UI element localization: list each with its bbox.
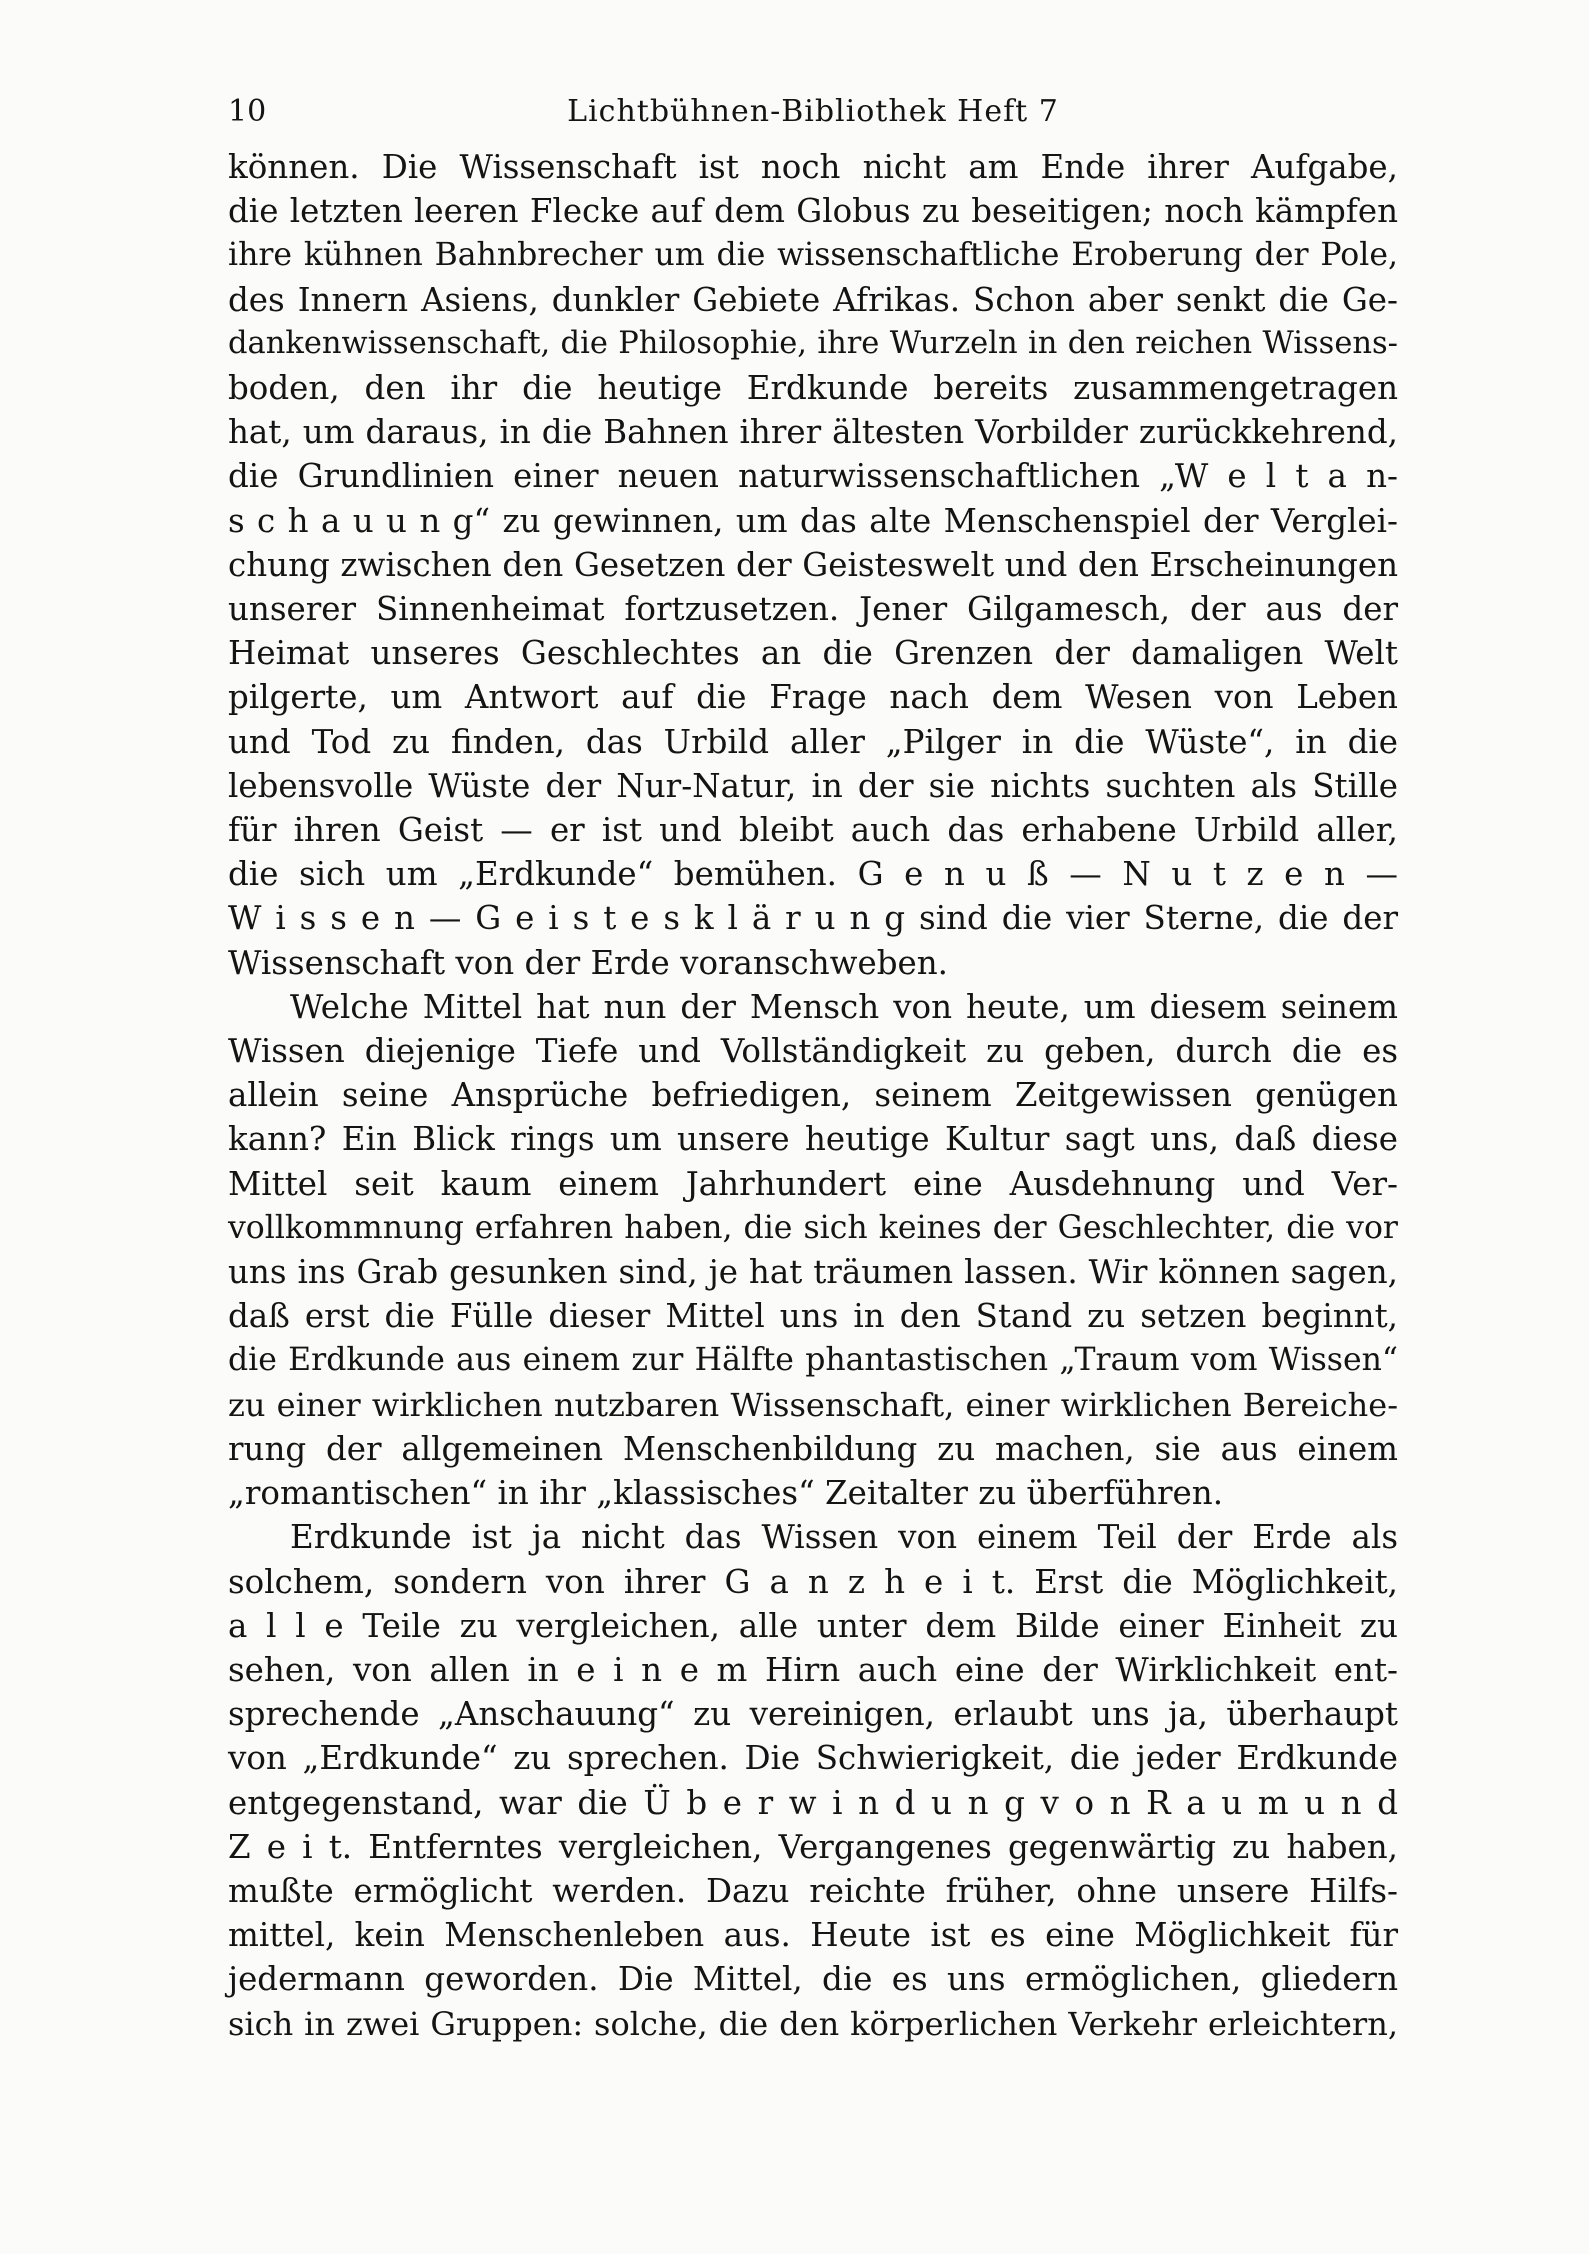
text-line: W i s s e n — G e i s t e s k l ä r u n g sind die vier Sterne, die der	[228, 899, 1398, 938]
text-line: die Grundlinien einer neuen naturwissenschaftlichen „W e l t a n-	[228, 457, 1398, 496]
text-line: ihre kühnen Bahnbrecher um die wissenschaftliche Eroberung der Pole,	[228, 237, 1398, 274]
text-line: von „Erdkunde“ zu sprechen. Die Schwierigkeit, die jeder Erdkunde	[228, 1739, 1398, 1778]
text-line: mußte ermöglicht werden. Dazu reichte früher, ohne unsere Hilfs-	[228, 1871, 1398, 1910]
text-line: jedermann geworden. Die Mittel, die es uns ermöglichen, gliedern	[228, 1960, 1398, 1999]
text-line: s c h a u u n g“ zu gewinnen, um das alte Menschenspiel der Verglei-	[228, 501, 1398, 540]
text-line: uns ins Grab gesunken sind, je hat träumen lassen. Wir können sagen,	[228, 1253, 1398, 1292]
text-line: können. Die Wissenschaft ist noch nicht am Ende ihrer Aufgabe,	[228, 148, 1398, 186]
text-line: Wissen diejenige Tiefe und Vollständigkeit zu geben, durch die es	[228, 1032, 1398, 1071]
text-line: pilgerte, um Antwort auf die Frage nach dem Wesen von Leben	[228, 678, 1398, 717]
text-line: Welche Mittel hat nun der Mensch von heute, um diesem seinem	[290, 987, 1398, 1026]
text-line: Mittel seit kaum einem Jahrhundert eine Ausdehnung und Ver-	[228, 1164, 1398, 1203]
text-line: die Erdkunde aus einem zur Hälfte phantastischen „Traum vom Wissen“	[228, 1342, 1398, 1379]
text-line: unserer Sinnenheimat fortzusetzen. Jener Gilgamesch, der aus der	[228, 590, 1398, 629]
running-title: Lichtbühnen-Bibliothek Heft 7	[567, 94, 1059, 129]
text-line: des Innern Asiens, dunkler Gebiete Afrikas. Schon aber senkt die Ge-	[228, 280, 1398, 319]
paragraph	[228, 1515, 1398, 2045]
text-line: vollkommnung erfahren haben, die sich keines der Geschlechter, die vor	[228, 1209, 1398, 1246]
text-line: lebensvolle Wüste der Nur-Natur, in der sie nichts suchten als Stille	[228, 766, 1398, 805]
text-line: chung zwischen den Gesetzen der Geisteswelt und den Erscheinungen	[228, 545, 1398, 584]
paragraph	[228, 145, 1398, 985]
text-line: dankenwissenschaft, die Philosophie, ihre Wurzeln in den reichen Wissens-	[228, 325, 1398, 361]
text-line: die letzten leeren Flecke auf dem Globus zu beseitigen; noch kämpfen	[228, 192, 1398, 231]
text-line: allein seine Ansprüche befriedigen, seinem Zeitgewissen genügen	[228, 1076, 1398, 1115]
text-line: kann? Ein Blick rings um unsere heutige Kultur sagt uns, daß diese	[228, 1120, 1398, 1159]
text-line: sich in zwei Gruppen: solche, die den körperlichen Verkehr erleichtern,	[228, 2004, 1398, 2043]
text-line: „romantischen“ in ihr „klassisches“ Zeitalter zu überführen.	[228, 1474, 1224, 1513]
text-line: solchem, sondern von ihrer G a n z h e i t. Erst die Möglichkeit,	[228, 1562, 1398, 1601]
text-line: daß erst die Fülle dieser Mittel uns in den Stand zu setzen beginnt,	[228, 1297, 1398, 1336]
text-line: mittel, kein Menschenleben aus. Heute ist es eine Möglichkeit für	[228, 1916, 1398, 1955]
text-line: rung der allgemeinen Menschenbildung zu machen, sie aus einem	[228, 1429, 1398, 1468]
paragraph	[228, 985, 1398, 1515]
page-header	[228, 92, 1398, 132]
text-line: hat, um daraus, in die Bahnen ihrer ältesten Vorbilder zurückkehrend,	[228, 413, 1398, 452]
text-line: sehen, von allen in e i n e m Hirn auch eine der Wirklichkeit ent-	[228, 1650, 1398, 1689]
text-line: sprechende „Anschauung“ zu vereinigen, erlaubt uns ja, überhaupt	[228, 1695, 1398, 1734]
text-line: für ihren Geist — er ist und bleibt auch das erhabene Urbild aller,	[228, 811, 1398, 850]
page-number: 10	[228, 94, 267, 129]
text-line: entgegenstand, war die Ü b e r w i n d u n g v o n R a u m u n d	[228, 1783, 1398, 1822]
text-line: a l l e Teile zu vergleichen, alle unter dem Bilde einer Einheit zu	[228, 1606, 1398, 1645]
text-line: Erdkunde ist ja nicht das Wissen von einem Teil der Erde als	[290, 1518, 1398, 1557]
text-line: die sich um „Erdkunde“ bemühen. G e n u ß — N u t z e n —	[228, 855, 1398, 894]
text-line: Z e i t. Entferntes vergleichen, Vergangenes gegenwärtig zu haben,	[228, 1827, 1398, 1866]
text-line: boden, den ihr die heutige Erdkunde bereits zusammengetragen	[228, 369, 1398, 408]
text-line: Wissenschaft von der Erde voranschweben.	[228, 943, 949, 982]
text-line: Heimat unseres Geschlechtes an die Grenzen der damaligen Welt	[228, 634, 1398, 673]
body-text	[228, 145, 1398, 2046]
text-line: zu einer wirklichen nutzbaren Wissenschaft, einer wirklichen Bereiche-	[228, 1385, 1398, 1424]
text-line: und Tod zu finden, das Urbild aller „Pilger in die Wüste“, in die	[228, 722, 1398, 761]
